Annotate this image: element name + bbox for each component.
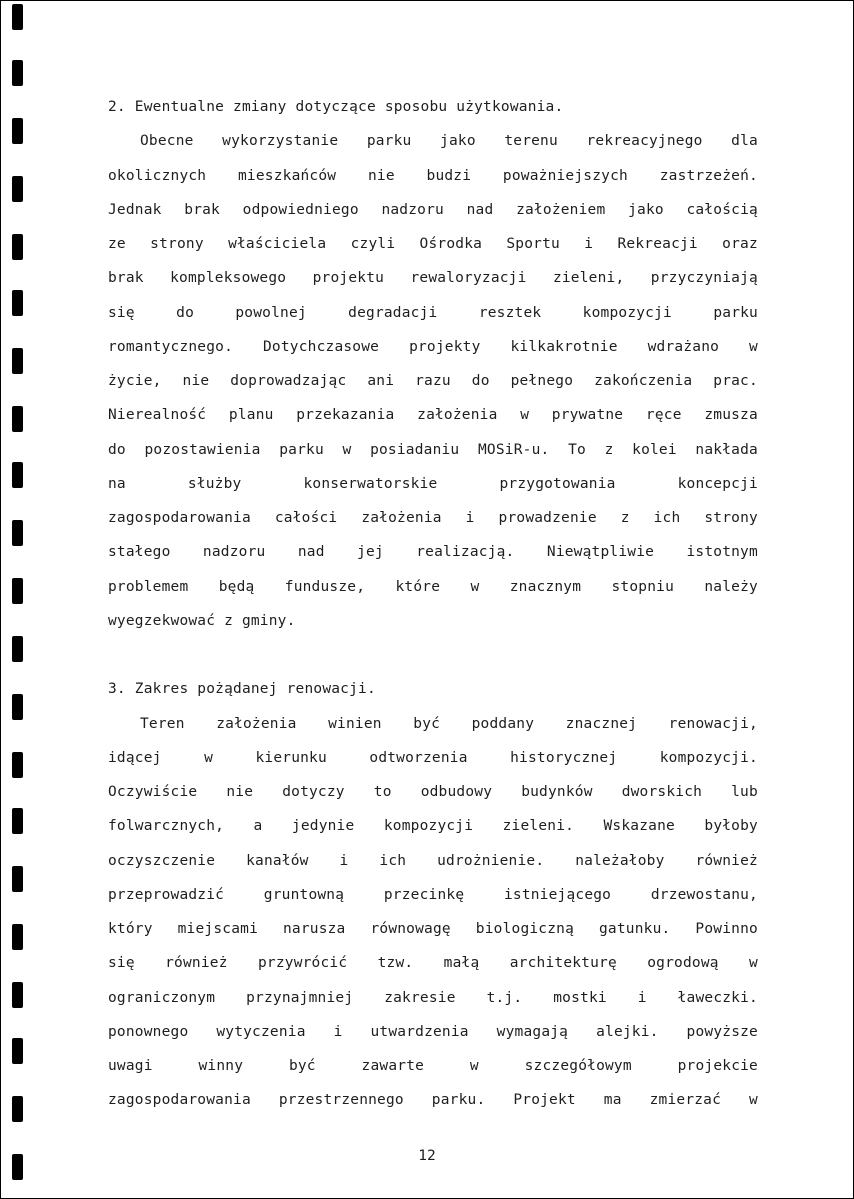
text-line: stałego nadzoru nad jej realizacją. Niewątpliwie istotnym	[108, 544, 758, 561]
text-line: uwagi winny być zawarte w szczegółowym projekcie	[108, 1058, 758, 1075]
text-line: się również przywrócić tzw. małą architekturę ogrodową w	[108, 955, 758, 972]
text-line: idącej w kierunku odtworzenia historycznej kompozycji.	[108, 749, 758, 766]
text-line: Obecne wykorzystanie parku jako terenu rekreacyjnego dla	[140, 133, 758, 150]
text-line: romantycznego. Dotychczasowe projekty kilkakrotnie wdrażano w	[108, 338, 758, 355]
text-line: folwarcznych, a jedynie kompozycji zieleni. Wskazane byłoby	[108, 818, 758, 835]
text-line: oczyszczenie kanałów i ich udrożnienie. należałoby również	[108, 852, 758, 869]
text-line: problemem będą fundusze, które w znacznym stopniu należy	[108, 578, 758, 595]
text-line: Oczywiście nie dotyczy to odbudowy budynków dworskich lub	[108, 784, 758, 801]
text-line: ponownego wytyczenia i utwardzenia wymagają alejki. powyższe	[108, 1023, 758, 1040]
text-line: okolicznych mieszkańców nie budzi poważniejszych zastrzeżeń.	[108, 167, 758, 184]
text-line: do pozostawienia parku w posiadaniu MOSiR-u. To z kolei nakłada	[108, 441, 758, 458]
section-3-paragraph	[108, 707, 758, 1118]
section-2-paragraph	[108, 124, 758, 638]
text-line: zagospodarowania przestrzennego parku. Projekt ma zmierzać w	[108, 1092, 758, 1109]
text-line: Nierealność planu przekazania założenia w prywatne ręce zmusza	[108, 407, 758, 424]
text-line: się do powolnej degradacji resztek kompozycji parku	[108, 304, 758, 321]
text-line: na służby konserwatorskie przygotowania koncepcji	[108, 475, 758, 492]
text-line: życie, nie doprowadzając ani razu do pełnego zakończenia prac.	[108, 373, 758, 390]
page-number: 12	[418, 1148, 436, 1164]
spiral-binding	[12, 0, 24, 1199]
text-line: który miejscami narusza równowagę biologiczną gatunku. Powinno	[108, 921, 758, 938]
text-line: wyegzekwować z gminy.	[108, 612, 296, 629]
text-line: ograniczonym przynajmniej zakresie t.j. mostki i ławeczki.	[108, 989, 758, 1006]
text-line: Jednak brak odpowiedniego nadzoru nad założeniem jako całością	[108, 201, 758, 218]
text-line: przeprowadzić gruntowną przecinkę istniejącego drzewostanu,	[108, 886, 758, 903]
text-line: zagospodarowania całości założenia i prowadzenie z ich strony	[108, 510, 758, 527]
document-body	[108, 90, 758, 1118]
text-line: ze strony właściciela czyli Ośrodka Sportu i Rekreacji oraz	[108, 236, 758, 253]
section-3-heading: 3. Zakres pożądanej renowacji.	[108, 681, 376, 698]
section-2-heading: 2. Ewentualne zmiany dotyczące sposobu użytkowania.	[108, 99, 564, 116]
text-line: brak kompleksowego projektu rewaloryzacji zieleni, przyczyniają	[108, 270, 758, 287]
text-line: Teren założenia winien być poddany znacznej renowacji,	[140, 715, 758, 732]
